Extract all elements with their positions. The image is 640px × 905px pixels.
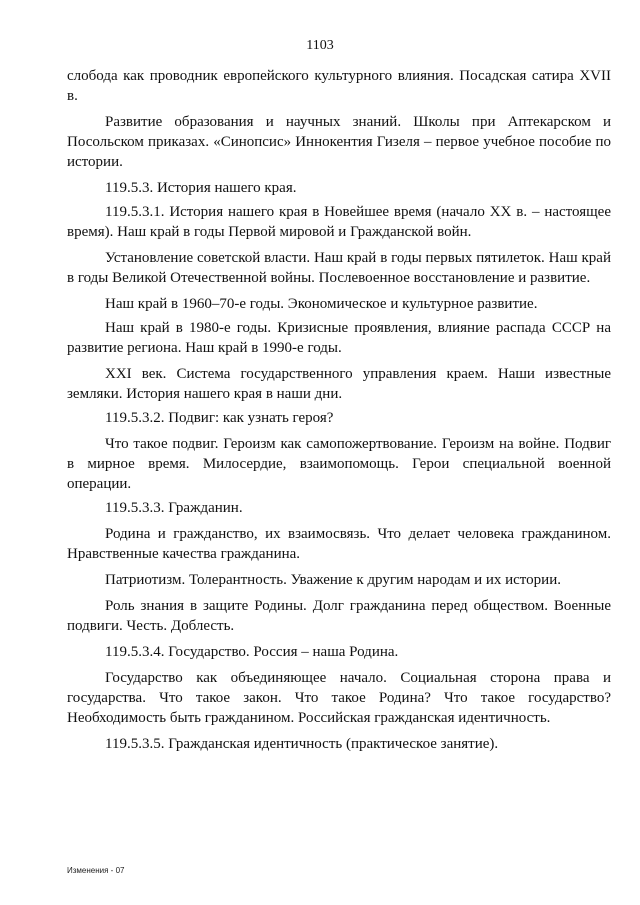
paragraph: Патриотизм. Толерантность. Уважение к другим народам и их истории. bbox=[105, 572, 561, 588]
paragraph: Государство как объединяющее начало. Социальная сторона права и государства. Что такое закон. Что такое Родина? Что такое государство? Необходимость быть гражданином. Российская гражданская идентичность. bbox=[67, 670, 611, 726]
section-heading: 119.5.3.4. Государство. Россия – наша Родина. bbox=[105, 644, 399, 660]
paragraph: Развитие образования и научных знаний. Школы при Аптекарском и Посольском приказах. «Синопсис» Иннокентия Гизеля – первое учебное пособие по истории. bbox=[67, 114, 611, 170]
paragraph: Установление советской власти. Наш край в годы первых пятилеток. Наш край в годы Великой Отечественной войны. Послевоенное восстановление и развитие. bbox=[67, 250, 611, 286]
paragraph: Родина и гражданство, их взаимосвязь. Что делает человека гражданином. Нравственные качества гражданина. bbox=[67, 526, 611, 562]
paragraph: Наш край в 1960–70-е годы. Экономическое и культурное развитие. bbox=[105, 296, 538, 312]
paragraph-continuation: слобода как проводник европейского культурного влияния. Посадская сатира XVII в. bbox=[67, 68, 611, 104]
subsection-heading-paragraph: 119.5.3.1. История нашего края в Новейшее время (начало XX в. – настоящее время). Наш край в годы Первой мировой и Гражданской войн. bbox=[67, 204, 611, 240]
paragraph: Что такое подвиг. Героизм как самопожертвование. Героизм на войне. Подвиг в мирное время. Милосердие, взаимопомощь. Герои специальной военной операции. bbox=[67, 436, 611, 492]
paragraph: Наш край в 1980-е годы. Кризисные проявления, влияние распада СССР на развитие региона. Наш край в 1990-е годы. bbox=[67, 320, 611, 356]
footer-note: Изменения - 07 bbox=[67, 866, 125, 875]
paragraph: XXI век. Система государственного управления краем. Наши известные земляки. История нашего края в наши дни. bbox=[67, 366, 611, 402]
section-heading: 119.5.3.5. Гражданская идентичность (практическое занятие). bbox=[105, 736, 499, 752]
section-heading: 119.5.3. История нашего края. bbox=[105, 180, 297, 196]
page-number: 1103 bbox=[306, 38, 334, 53]
document-body bbox=[67, 66, 611, 760]
paragraph: Роль знания в защите Родины. Долг гражданина перед обществом. Военные подвиги. Честь. Доблесть. bbox=[67, 598, 611, 634]
section-heading: 119.5.3.3. Гражданин. bbox=[105, 500, 243, 516]
section-heading: 119.5.3.2. Подвиг: как узнать героя? bbox=[105, 410, 334, 426]
